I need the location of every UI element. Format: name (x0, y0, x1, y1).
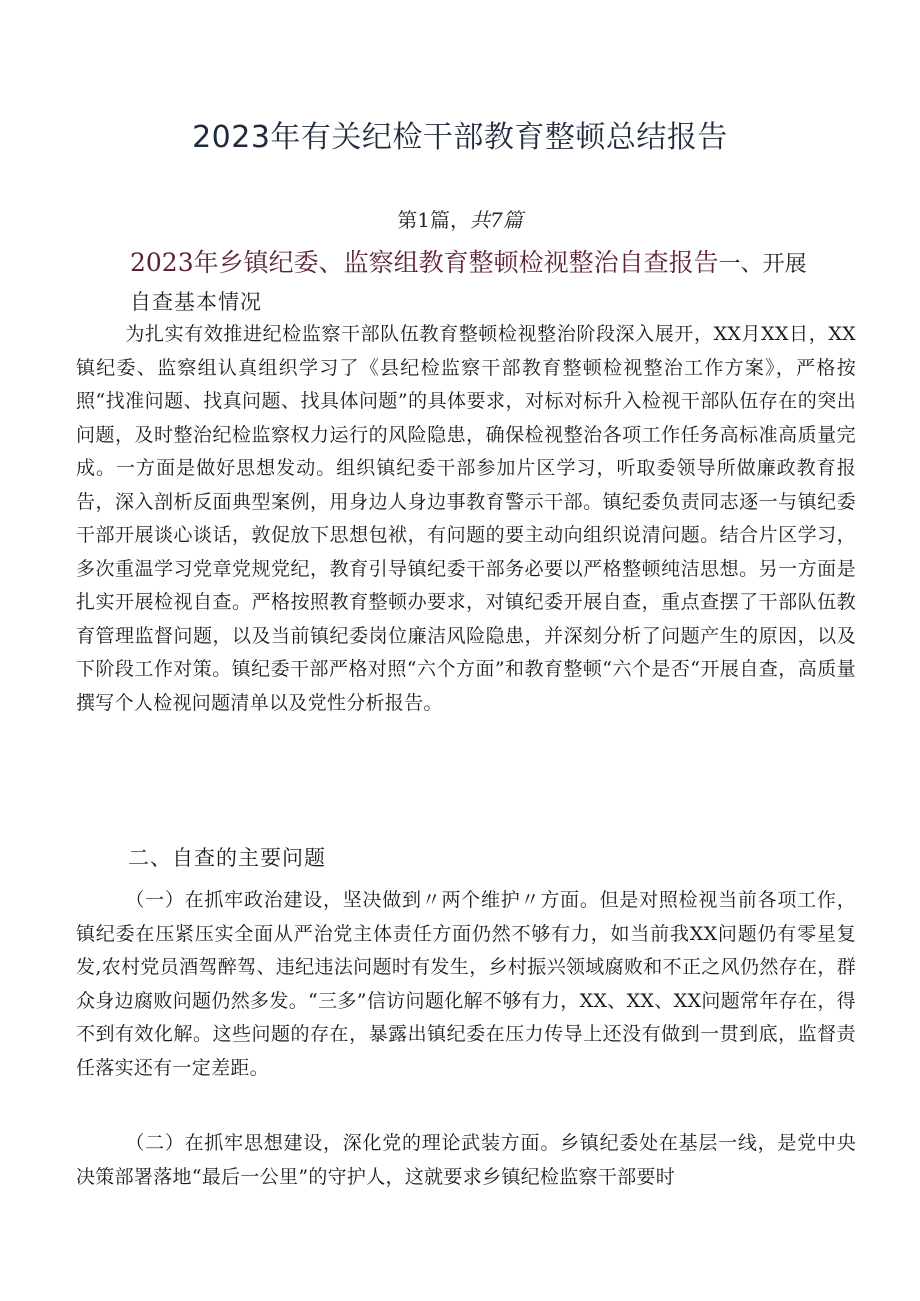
report-heading-title: 2023年乡镇纪委、监察组教育整顿检视整治自查报告 (130, 248, 719, 277)
paragraph-1: 为扎实有效推进纪检监察干部队伍教育整顿检视整治阶段深入展开，XX月XX日，XX镇纪委、监察组认真组织学习了《县纪检监察干部教育整顿检视整治工作方案》，严格按照“找准问题、找真问题、找具体问题”的具体要求，对标对标升入检视干部队伍存在的突出问题，及时整治纪检监察权力运行的风险隐患，确保检视整治各项工作任务高标准高质量完成。一方面是做好思想发动。组织镇纪委干部参加片区学习，听取委领导所做廉政教育报告，深入剖析反面典型案例，用身边人身边事教育警示干部。镇纪委负责同志逐一与镇纪委干部开展谈心谈话，敦促放下思想包袱，有问题的要主动向组织说清问题。结合片区学习，多次重温学习党章党规党纪，教育引导镇纪委干部务必要以严格整顿纯洁思想。另一方面是扎实开展检视自查。严格按照教育整顿办要求，对镇纪委开展自查，重点查摆了干部队伍教育管理监督问题，以及当前镇纪委岗位廉洁风险隐患，并深刻分析了问题产生的原因，以及下阶段工作对策。镇纪委干部严格对照“六个方面”和教育整顿“六个是否“开展自查，高质量撰写个人检视问题清单以及党性分析报告。 (76, 323, 856, 714)
part-label-prefix: 第1篇， (397, 208, 470, 232)
paragraph-2: （一）在抓牢政治建设，坚决做到〃两个维护〃方面。但是对照检视当前各项工作，镇纪委在压紧压实全面从严治党主体责任方面仍然不够有力，如当前我XX问题仍有零星复发,农村党员酒驾醉驾、违纪违法问题时有发生，乡村振兴领域腐败和不正之风仍然存在，群众身边腐败问题仍然多发。“三多”信访问题化解不够有力，XX、XX、XX问题常年存在，得不到有效化解。这些问题的存在，暴露出镇纪委在压力传导上还没有做到一贯到底，监督责任落实还有一定差距。 (76, 889, 856, 1079)
part-label (0, 206, 920, 234)
section2-heading: 二、自查的主要问题 (128, 846, 326, 870)
section1-heading-end: 自查基本情况 (130, 290, 262, 314)
document-title: 2023年有关纪检干部教育整顿总结报告 (192, 120, 728, 155)
part-label-suffix: 共7篇 (470, 208, 523, 232)
section1-heading-start: 一、开展 (718, 252, 807, 277)
paragraph-3: （二）在抓牢思想建设，深化党的理论武装方面。乡镇纪委处在基层一线，是党中央决策部署落地“最后一公里”的守护人，这就要求乡镇纪检监察干部要时 (76, 1132, 856, 1188)
report-heading (130, 244, 860, 284)
